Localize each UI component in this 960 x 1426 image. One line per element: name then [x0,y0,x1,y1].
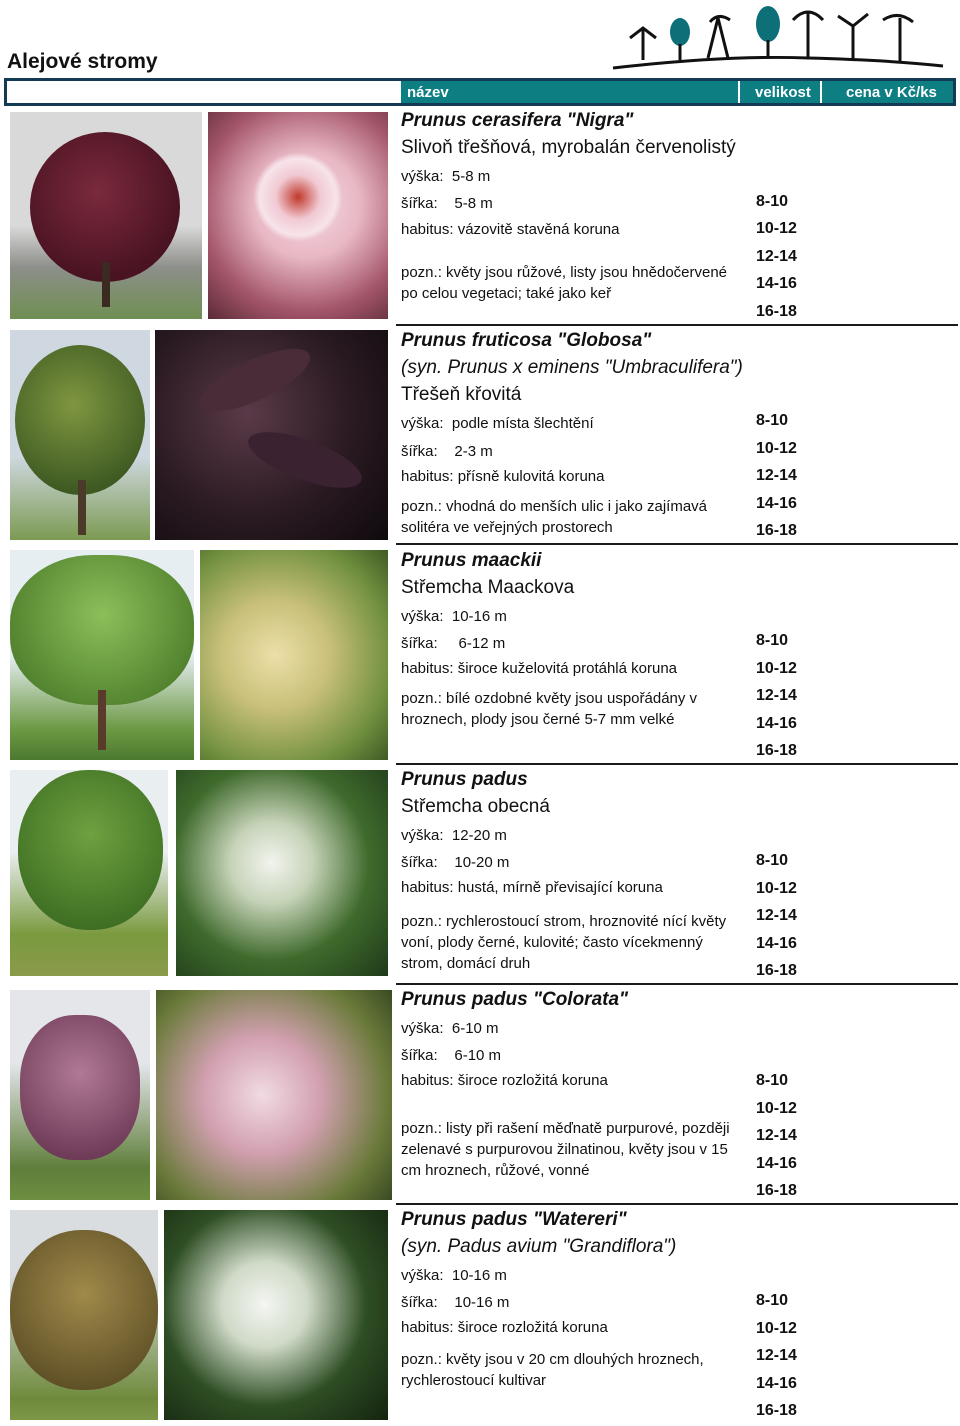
size-option: 14-16 [756,1155,797,1172]
size-option: 8-10 [756,852,789,869]
size-option: 12-14 [756,907,797,924]
width-label: šířka: [401,1294,438,1311]
tree-photo [10,1210,158,1420]
width-label: šířka: [401,635,438,652]
height-row [401,1267,507,1284]
common-name: Střemcha Maackova [401,577,575,598]
habitus-row [401,221,619,238]
height-row [401,415,594,432]
habitus-label: habitus: [401,879,454,896]
flower-photo [200,550,388,760]
width-value: 5-8 m [454,195,493,212]
plant-entry-maackii [0,546,960,766]
note-row [401,262,741,304]
note-value: květy jsou růžové, listy jsou hnědočervené po celou vegetaci; také jako keř [401,264,728,302]
height-label: výška: [401,1020,444,1037]
width-row [401,195,493,212]
size-option: 16-18 [756,962,797,979]
width-row [401,1294,509,1311]
size-option: 10-12 [756,440,797,457]
flower-photo [208,112,388,319]
flower-photo [164,1210,388,1420]
plant-entry-padus-colorata [0,986,960,1206]
habitus-value: přísně kulovitá koruna [457,468,605,485]
width-value: 6-10 m [454,1047,502,1064]
size-option: 8-10 [756,632,789,649]
plant-entry-padus [0,766,960,986]
height-value: 5-8 m [451,168,491,185]
habitus-row [401,879,663,896]
habitus-value: hustá, mírně převisající koruna [457,879,663,896]
size-option: 12-14 [756,687,797,704]
height-row [401,168,490,185]
habitus-label: habitus: [401,1319,454,1336]
latin-name: Prunus padus [401,769,528,790]
entry-divider [396,983,958,985]
habitus-value: široce rozložitá koruna [457,1319,608,1336]
size-option: 16-18 [756,742,797,759]
height-value: podle místa šlechtění [451,415,594,432]
height-row [401,1020,499,1037]
habitus-value: široce rozložitá koruna [457,1072,608,1089]
width-label: šířka: [401,195,438,212]
size-option: 12-14 [756,1347,797,1364]
tree-photo [10,550,194,760]
width-row [401,635,505,652]
flower-photo [156,990,392,1200]
note-label: pozn.: [401,264,442,281]
width-value: 6-12 m [458,635,506,652]
width-label: šířka: [401,854,438,871]
habitus-row [401,1319,608,1336]
note-label: pozn.: [401,1120,442,1137]
note-row [401,1349,741,1391]
width-row [401,1047,501,1064]
size-option: 10-12 [756,880,797,897]
size-option: 12-14 [756,1127,797,1144]
tree-photo [10,330,150,540]
size-option: 10-12 [756,1100,797,1117]
height-row [401,827,507,844]
entry-divider [396,763,958,765]
height-value: 6-10 m [451,1020,499,1037]
size-option: 12-14 [756,248,797,265]
trees-logo [608,0,948,75]
plant-entry-padus-watereri [0,1206,960,1426]
height-label: výška: [401,1267,444,1284]
plant-entry-fruticosa-globosa [0,326,960,546]
height-row [401,608,507,625]
common-name: Třešeň křovitá [401,384,522,405]
latin-name: Prunus maackii [401,550,542,571]
leaf-photo [155,330,388,540]
entry-divider [396,543,958,545]
header-size: velikost [755,84,811,101]
habitus-label: habitus: [401,660,454,677]
size-option: 12-14 [756,467,797,484]
size-option: 14-16 [756,495,797,512]
tree-photo [10,990,150,1200]
note-label: pozn.: [401,913,442,930]
latin-name: Prunus padus "Colorata" [401,989,629,1010]
height-label: výška: [401,168,444,185]
height-label: výška: [401,415,444,432]
height-label: výška: [401,608,444,625]
habitus-row [401,1072,608,1089]
size-option: 16-18 [756,303,797,320]
size-option: 14-16 [756,715,797,732]
header-name: název [407,84,449,101]
size-option: 16-18 [756,522,797,539]
width-row [401,443,493,460]
note-value: květy jsou v 20 cm dlouhých hroznech, rychlerostoucí kultivar [401,1351,704,1389]
table-header [4,78,956,106]
common-name: Střemcha obecná [401,796,550,817]
size-option: 8-10 [756,1072,789,1089]
habitus-label: habitus: [401,221,454,238]
note-row [401,496,741,538]
size-option: 8-10 [756,1292,789,1309]
size-option: 14-16 [756,935,797,952]
entry-divider [396,1203,958,1205]
synonym-name: (syn. Prunus x eminens "Umbraculifera") [401,357,743,378]
header-price: cena v Kč/ks [846,84,937,101]
habitus-value: široce kuželovitá protáhlá koruna [457,660,678,677]
flower-photo [176,770,388,976]
note-row [401,688,741,730]
width-value: 10-20 m [454,854,510,871]
synonym-name: (syn. Padus avium "Grandiflora") [401,1236,677,1257]
latin-name: Prunus padus "Watereri" [401,1209,627,1230]
size-option: 14-16 [756,1375,797,1392]
tree-photo [10,112,202,319]
habitus-value: vázovitě stavěná koruna [457,221,620,238]
size-option: 16-18 [756,1402,797,1419]
height-label: výška: [401,827,444,844]
width-value: 10-16 m [454,1294,510,1311]
size-option: 10-12 [756,1320,797,1337]
note-row [401,911,741,974]
latin-name: Prunus fruticosa "Globosa" [401,330,652,351]
width-label: šířka: [401,1047,438,1064]
size-option: 8-10 [756,193,789,210]
height-value: 10-16 m [451,608,507,625]
common-name: Slivoň třešňová, myrobalán červenolistý [401,137,736,158]
note-value: listy při rašení měďnatě purpurové, později zelenavé s purpurovou žilnatinou, květy jsou v 15 cm hroznech, růžové, vonné [401,1120,730,1179]
tree-photo [10,770,168,976]
page-title: Alejové stromy [7,50,158,73]
habitus-label: habitus: [401,468,454,485]
size-option: 10-12 [756,220,797,237]
note-label: pozn.: [401,1351,442,1368]
note-label: pozn.: [401,690,442,707]
height-value: 12-20 m [451,827,507,844]
habitus-row [401,468,604,485]
size-option: 16-18 [756,1182,797,1199]
note-value: rychlerostoucí strom, hroznovité nící květy voní, plody černé, kulovité; často vícekmenný strom, domácí druh [401,913,727,972]
size-option: 8-10 [756,412,789,429]
note-row [401,1118,741,1181]
width-label: šířka: [401,443,438,460]
width-value: 2-3 m [454,443,493,460]
size-option: 10-12 [756,660,797,677]
size-option: 14-16 [756,275,797,292]
note-label: pozn.: [401,498,442,515]
habitus-row [401,660,677,677]
note-value: vhodná do menších ulic i jako zajímavá solitéra ve veřejných prostorech [401,498,708,536]
latin-name: Prunus cerasifera "Nigra" [401,110,634,131]
note-value: bílé ozdobné květy jsou uspořádány v hroznech, plody jsou černé 5-7 mm velké [401,690,698,728]
width-row [401,854,509,871]
height-value: 10-16 m [451,1267,507,1284]
plant-entry-cerasifera-nigra [0,108,960,326]
habitus-label: habitus: [401,1072,454,1089]
